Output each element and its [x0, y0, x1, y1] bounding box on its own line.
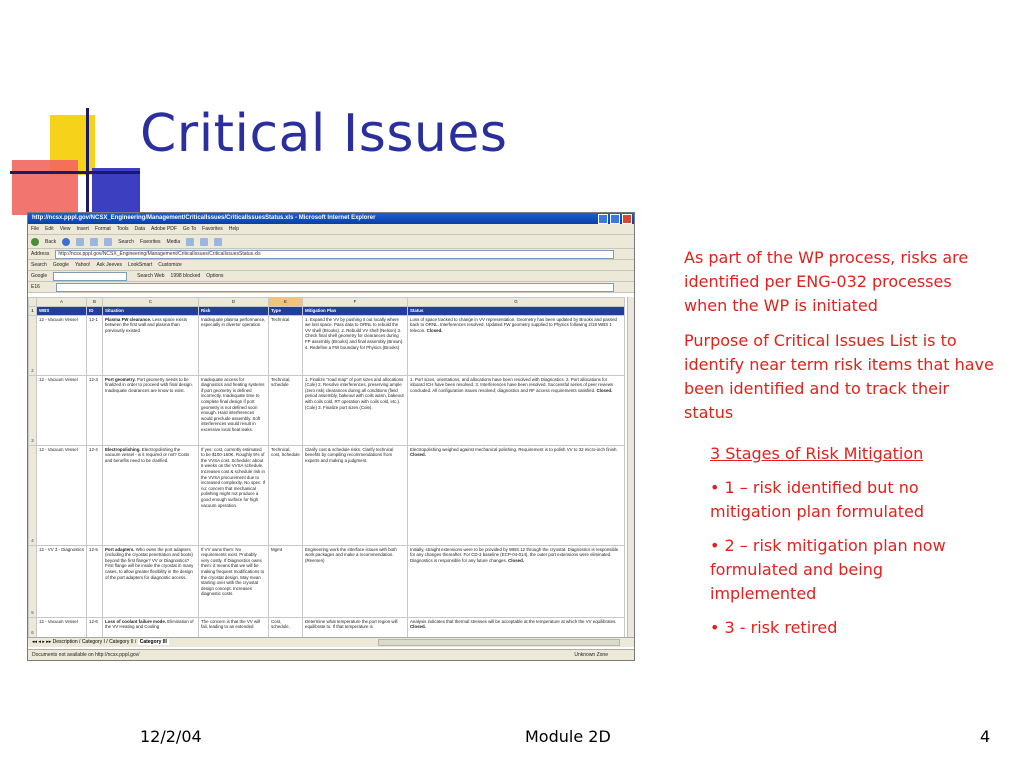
menu-help[interactable]: Help — [228, 226, 240, 232]
cell-id[interactable]: 12-5 — [87, 545, 103, 617]
table-row — [29, 315, 625, 375]
home-icon[interactable] — [104, 238, 112, 246]
favorites-button[interactable]: Favorites — [139, 238, 161, 245]
logo-horizontal-line — [10, 171, 140, 174]
header-risk[interactable]: Risk — [199, 307, 269, 316]
situation-heading: Port geometry. — [105, 376, 136, 382]
cell-type[interactable]: Technical — [269, 315, 303, 375]
browser-status-bar — [28, 649, 635, 661]
cell-id[interactable]: 12-1 — [87, 315, 103, 375]
logo-vertical-line — [86, 108, 89, 218]
critical-issues-table — [28, 297, 625, 637]
corner-cell[interactable] — [29, 298, 37, 307]
formula-input[interactable] — [56, 283, 614, 292]
cell-mitigation-plan[interactable]: Clarify cost & schedule risks. Clarify technical benefits by compiling recommendations from experts and making a judgment. — [303, 445, 408, 545]
stage-2: • 2 – risk mitigation plan now formulated and being implemented — [710, 536, 946, 603]
back-icon[interactable] — [31, 238, 39, 246]
footer-module: Module 2D — [525, 727, 611, 746]
google-search-web[interactable]: Search Web — [137, 273, 165, 279]
situation-text: Less space exists between the first wall and plasma than previously existed — [105, 316, 188, 333]
col-header-a[interactable]: A — [37, 298, 87, 307]
cell-reference[interactable]: E16 — [31, 284, 40, 290]
menu-adobe-pdf[interactable]: Adobe PDF — [151, 226, 177, 232]
cell-wbs[interactable]: 12 - Vacuum Vessel — [37, 375, 87, 445]
cell-type[interactable]: Technical, cost, Schedule — [269, 445, 303, 545]
google-toolbar — [28, 271, 634, 282]
stop-icon[interactable] — [76, 238, 84, 246]
horizontal-scrollbar[interactable] — [378, 639, 620, 646]
logo-red-square — [12, 160, 78, 215]
header-type[interactable]: Type — [269, 307, 303, 316]
row-number[interactable]: 5 — [29, 545, 37, 617]
status-closed: Closed. — [426, 327, 443, 333]
header-situation[interactable]: Situation — [103, 307, 199, 316]
slide-title: Critical Issues — [140, 104, 508, 164]
cell-mitigation-plan[interactable]: Engineering work the interface issues with both work packages and make a recommendation. (Reersen) — [303, 545, 408, 617]
paragraph-purpose: Purpose of Critical Issues List is to identify near term risk items that have been identified and to track their status — [684, 331, 994, 422]
search-toolbar-looksmart[interactable]: LookSmart — [128, 262, 153, 268]
menu-data[interactable]: Data — [134, 226, 146, 232]
status-text: 1. Port sizes, orientations, and allocations have been resolved with Diagnostics. 2. Port allocations for inboard ICH have been resolved. 3. Interferences have been resolved. Successful series of peer reviews concluded. All configuration issues resolved; diagnostics and RF access requirements satisfied. — [410, 376, 614, 393]
forward-icon[interactable] — [62, 238, 70, 246]
col-header-c[interactable]: C — [103, 298, 199, 307]
cell-mitigation-plan[interactable]: 1. Expand the VV by pushing it out locally where we lost space. Pass data to ORNL to rebuild the VV shell (Brooks). 2. Rebuild VV shell (Nelson) 3. Check final shell geometry for clearances during FP assembly (Brooks) and final assembly (Brown). 4. Redefine a FW boundary for Physics (Brooks) — [303, 315, 408, 375]
situation-heading: Electropolishing. — [105, 446, 141, 452]
cell-id[interactable]: 12-4 — [87, 445, 103, 545]
cell-mitigation-plan[interactable]: 1. Finalize "road map" of port sizes and allocations (Cole) 2. Resolve interferences, preserving ample (zero risk) clearances during all conditions (field period assembly, bakeout with coils warm, bakeout with coils cold, RT operation with coils cold, etc.). (Cole) 3. Finalize port sizes (Cole). — [303, 375, 408, 445]
formula-bar — [28, 282, 634, 293]
close-button[interactable] — [622, 214, 632, 224]
col-header-g[interactable]: G — [408, 298, 625, 307]
tab-category-3[interactable]: Category III — [139, 639, 167, 645]
cell-situation[interactable] — [103, 545, 199, 617]
row-number[interactable]: 1 — [29, 307, 37, 316]
table-row — [29, 545, 625, 617]
security-zone: Unknown Zone — [574, 652, 608, 658]
menu-tools[interactable]: Tools — [116, 226, 129, 232]
slide-logo — [0, 0, 140, 230]
search-toolbar-ask[interactable]: Ask Jeeves — [96, 262, 123, 268]
cell-id[interactable]: 12-3 — [87, 375, 103, 445]
status-closed: Closed. — [596, 387, 613, 393]
cell-type[interactable]: Technical, schedule — [269, 375, 303, 445]
refresh-icon[interactable] — [90, 238, 98, 246]
cell-status[interactable] — [408, 545, 625, 617]
situation-heading: Plasma FW clearance. — [105, 316, 152, 322]
cell-risk[interactable]: The concern is that the VV will fail, leading to an extended — [199, 617, 269, 637]
situation-text: Elimination of the VV Heating and Cooling — [105, 618, 194, 630]
cell-wbs[interactable]: 12 - Vacuum Vessel — [37, 617, 87, 637]
header-status[interactable]: Status — [408, 307, 625, 316]
footer-page-number: 4 — [980, 727, 991, 746]
maximize-button[interactable] — [610, 214, 620, 224]
situation-text: Electropolishing the vacuum vessel - is it required or not? Costs and benefits need to be clarified. — [105, 446, 190, 463]
print-icon[interactable] — [214, 238, 222, 246]
intro-paragraph — [684, 246, 996, 318]
status-text: Electropolishing weighed against mechanical polishing. Requirement is to polish VV to 32 micro-inch finish. — [410, 446, 618, 452]
col-header-e[interactable]: E — [269, 298, 303, 307]
search-toolbar — [28, 260, 634, 271]
cell-risk[interactable]: If VV owns them: No requirements exist. Probably very costly. If Diagnostics owns them: it means that we will be making frequent modifications to the cryostat design. May mean starting over with the cryostat design concept. Increases diagnostic costs. — [199, 545, 269, 617]
search-toolbar-google[interactable]: Google — [52, 262, 69, 268]
cell-situation[interactable] — [103, 375, 199, 445]
window-controls — [598, 214, 632, 224]
search-toolbar-yahoo[interactable]: Yahoo! — [74, 262, 91, 268]
row-number[interactable]: 2 — [29, 315, 37, 375]
menu-insert[interactable]: Insert — [76, 226, 89, 232]
address-bar — [28, 249, 634, 260]
col-header-b[interactable]: B — [87, 298, 103, 307]
cell-type[interactable]: Cost, schedule, — [269, 617, 303, 637]
tab-category-1[interactable]: Category I — [81, 639, 105, 645]
situation-heading: Port adapters. — [105, 546, 135, 552]
vertical-scrollbar[interactable] — [627, 297, 634, 637]
stage-1: • 1 – risk identified but no mitigation plan formulated — [710, 478, 925, 521]
status-message: Documents not available on http://ncsx.pppl.gov/ — [32, 652, 140, 658]
situation-text: Port geometry needs to be finalized in order to proceed with final design. Inadequate clearances are know to exist. — [105, 376, 193, 393]
paragraph-risk-process: As part of the WP process, risks are identified per ENG-032 processes when the WP is initiated — [684, 248, 969, 315]
google-popups-blocked[interactable]: 1998 blocked — [170, 273, 201, 279]
minimize-button[interactable] — [598, 214, 608, 224]
header-wbs[interactable]: WBS — [37, 307, 87, 316]
situation-heading: Loss of coolant failure mode. — [105, 618, 166, 624]
cell-type[interactable]: Mgmt — [269, 545, 303, 617]
col-header-f[interactable]: F — [303, 298, 408, 307]
header-mitigation-plan[interactable]: Mitigation Plan — [303, 307, 408, 316]
cell-mitigation-plan[interactable]: Determine what temperature the port region will equilibrate to. If that temperature is — [303, 617, 408, 637]
cell-status[interactable] — [408, 315, 625, 375]
menu-file[interactable]: File — [31, 226, 40, 232]
cell-risk[interactable]: Inadequate plasma performance, especially in divertor operation — [199, 315, 269, 375]
browser-title: http://ncsx.pppl.gov/NCSX_Engineering/Management/CriticalIssues/CriticalIssuesStatus.xls - Microsoft Internet Explorer — [32, 215, 376, 221]
status-text: Analysis indicates that thermal stresses will be acceptable at the temperature at which the VV equilibrates. — [410, 618, 617, 624]
column-header-row — [29, 298, 625, 307]
row-number[interactable]: 6 — [29, 617, 37, 637]
menu-view[interactable]: View — [59, 226, 71, 232]
menu-favorites[interactable]: Favorites — [202, 226, 223, 232]
cell-id[interactable]: 12-6 — [87, 617, 103, 637]
table-row — [29, 617, 625, 637]
stages-section — [710, 442, 990, 640]
menu-format[interactable]: Format — [94, 226, 111, 232]
browser-toolbar — [28, 235, 634, 249]
stage-3: • 3 - risk retired — [710, 618, 838, 637]
situation-text: Who owns the port adapters (including the cryostat penetration and boots) beyond the first flange? VV or Diagnostics? First flange will be inside the cryostat in many cases, to allow greater flexibility in the design of the port adapters for diagnostic access. — [105, 546, 194, 580]
status-closed: Closed. — [410, 452, 426, 458]
cell-risk[interactable]: If yes: cost, currently estimated to be $100-160K. Roughly 5% of the VVSA cost. Schedule: about 6 weeks on the VVSA schedule. Increases cost & schedule risk in the VVSA procurement due to increased complexity. No spec. If no: concern that mechanical polishing might not produce a good enough surface for high vacuum operation. — [199, 445, 269, 545]
cell-wbs[interactable]: 12 - VV 3 - Diagnostics — [37, 545, 87, 617]
status-closed: Closed. — [508, 557, 524, 563]
address-label: Address — [31, 251, 50, 257]
tab-nav-arrows[interactable]: ◂◂ ◂ ▸ ▸▸ — [32, 639, 52, 645]
browser-title-bar — [28, 213, 634, 224]
row-number[interactable]: 4 — [29, 445, 37, 545]
table-header-row — [29, 307, 625, 316]
footer-date: 12/2/04 — [140, 727, 202, 746]
cell-status[interactable] — [408, 617, 625, 637]
search-button[interactable]: Search — [118, 238, 134, 245]
cell-status[interactable] — [408, 375, 625, 445]
cell-risk[interactable]: Inadequate access for diagnostics and heating systems if port geometry is defined incorrectly. Inadequate time to complete final design if port geometry is not defined soon enough. Hard interferences would preclude assembly. Soft interferences would result in excessive local heat leaks. — [199, 375, 269, 445]
search-toolbar-search[interactable]: Search — [31, 262, 47, 268]
cell-wbs[interactable]: 12 - Vacuum Vessel — [37, 445, 87, 545]
back-label[interactable]: Back — [45, 238, 57, 245]
google-options[interactable]: Options — [206, 273, 224, 279]
col-header-d[interactable]: D — [199, 298, 269, 307]
google-label: Google — [31, 273, 48, 279]
status-text: Initially, straight extensions were to be provided by WBS 12 through the cryostat. Diagnostics is responsible for any changes thereafter. For CD-3 baseline (ECP-04-014), the outer port extensions were eliminated. Diagnostics is responsible for any future changes. — [410, 546, 619, 563]
cell-situation[interactable] — [103, 445, 199, 545]
status-text: Loss of space tracked to change in VV representation. Geometry has been updated by Brooks and passed back to ORNL. Interferences resolved. Updated FW geometry supplied to Physics following 2/18 WBS 1 telecon. — [410, 316, 617, 333]
cell-situation[interactable] — [103, 617, 199, 637]
media-button[interactable]: Media — [166, 238, 181, 245]
row-number[interactable]: 3 — [29, 375, 37, 445]
search-toolbar-customize[interactable]: Customize — [158, 262, 182, 268]
spreadsheet — [28, 297, 628, 637]
status-closed: Closed. — [410, 624, 426, 630]
menu-edit[interactable]: Edit — [45, 226, 54, 232]
header-id[interactable]: ID — [87, 307, 103, 316]
cell-status[interactable] — [408, 445, 625, 545]
menu-bar — [28, 224, 634, 235]
menu-go-to[interactable]: Go To — [182, 226, 197, 232]
table-row — [29, 375, 625, 445]
tab-category-2[interactable]: Category II — [109, 639, 134, 645]
stages-heading: 3 Stages of Risk Mitigation — [710, 444, 924, 463]
purpose-paragraph — [684, 329, 996, 425]
cell-situation[interactable] — [103, 315, 199, 375]
tab-description[interactable]: Description — [52, 639, 78, 645]
mail-icon[interactable] — [200, 238, 208, 246]
google-search-input[interactable] — [53, 272, 127, 281]
address-input[interactable]: http://ncsx.pppl.gov/NCSX_Engineering/Management/CriticalIssues/CriticalIssuesStatus.xls — [55, 250, 614, 259]
embedded-screenshot — [27, 212, 635, 661]
table-row — [29, 445, 625, 545]
cell-wbs[interactable]: 12 - Vacuum Vessel — [37, 315, 87, 375]
sheet-tabs: ◂◂ ◂ ▸ ▸▸ Description / Category I / Category II / Category III — [28, 637, 635, 647]
history-icon[interactable] — [186, 238, 194, 246]
